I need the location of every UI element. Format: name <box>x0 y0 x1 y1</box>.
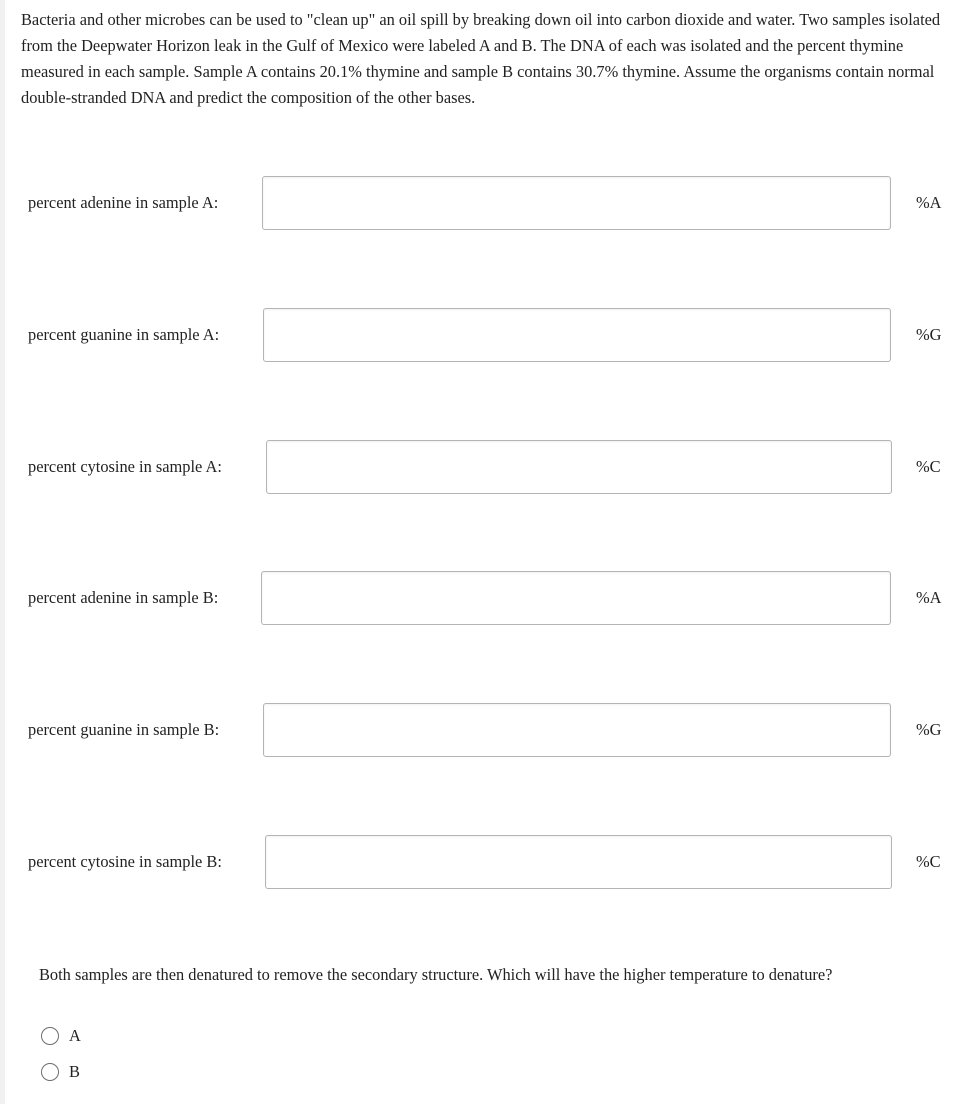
unit-cytosine-b: %C <box>916 852 941 871</box>
answer-row-cytosine-b <box>0 834 960 890</box>
input-adenine-b[interactable] <box>261 571 891 625</box>
input-adenine-a[interactable] <box>262 176 891 230</box>
option-a[interactable] <box>41 1024 81 1048</box>
answer-row-cytosine-a <box>0 439 960 495</box>
unit-adenine-b: %A <box>916 588 942 607</box>
input-cytosine-b[interactable] <box>265 835 892 889</box>
answer-row-guanine-b <box>0 702 960 758</box>
label-cytosine-a: percent cytosine in sample A: <box>28 457 222 476</box>
unit-guanine-a: %G <box>916 325 942 344</box>
label-adenine-a: percent adenine in sample A: <box>28 193 219 212</box>
option-b-label: B <box>69 1062 80 1081</box>
label-guanine-a: percent guanine in sample A: <box>28 325 220 344</box>
option-b[interactable] <box>41 1060 80 1084</box>
answer-row-guanine-a <box>0 307 960 363</box>
input-guanine-a[interactable] <box>263 308 891 362</box>
question-text: Bacteria and other microbes can be used to "clean up" an oil spill by breaking down oil into carbon dioxide and water. Two samples isolated from the Deepwater Horizon leak in the Gulf of Mexico were labeled A and B. The DNA of each was isolated and the percent thymine measured in each sample. Sample A contains 20.1% thymine and sample B contains 30.7% thymine. Assume the organisms contain normal double-stranded DNA and predict the composition of the other bases. <box>21 10 941 107</box>
answer-row-adenine-a <box>0 175 960 231</box>
input-cytosine-a[interactable] <box>266 440 892 494</box>
radio-a[interactable] <box>41 1027 59 1045</box>
unit-adenine-a: %A <box>916 193 942 212</box>
label-adenine-b: percent adenine in sample B: <box>28 588 219 607</box>
left-border <box>0 0 5 1104</box>
unit-guanine-b: %G <box>916 720 942 739</box>
label-cytosine-b: percent cytosine in sample B: <box>28 852 222 871</box>
label-guanine-b: percent guanine in sample B: <box>28 720 220 739</box>
option-a-label: A <box>69 1026 81 1045</box>
input-guanine-b[interactable] <box>263 703 891 757</box>
radio-b[interactable] <box>41 1063 59 1081</box>
followup-question: Both samples are then denatured to remove the secondary structure. Which will have the higher temperature to denature? <box>39 965 833 984</box>
answer-row-adenine-b <box>0 570 960 626</box>
unit-cytosine-a: %C <box>916 457 941 476</box>
